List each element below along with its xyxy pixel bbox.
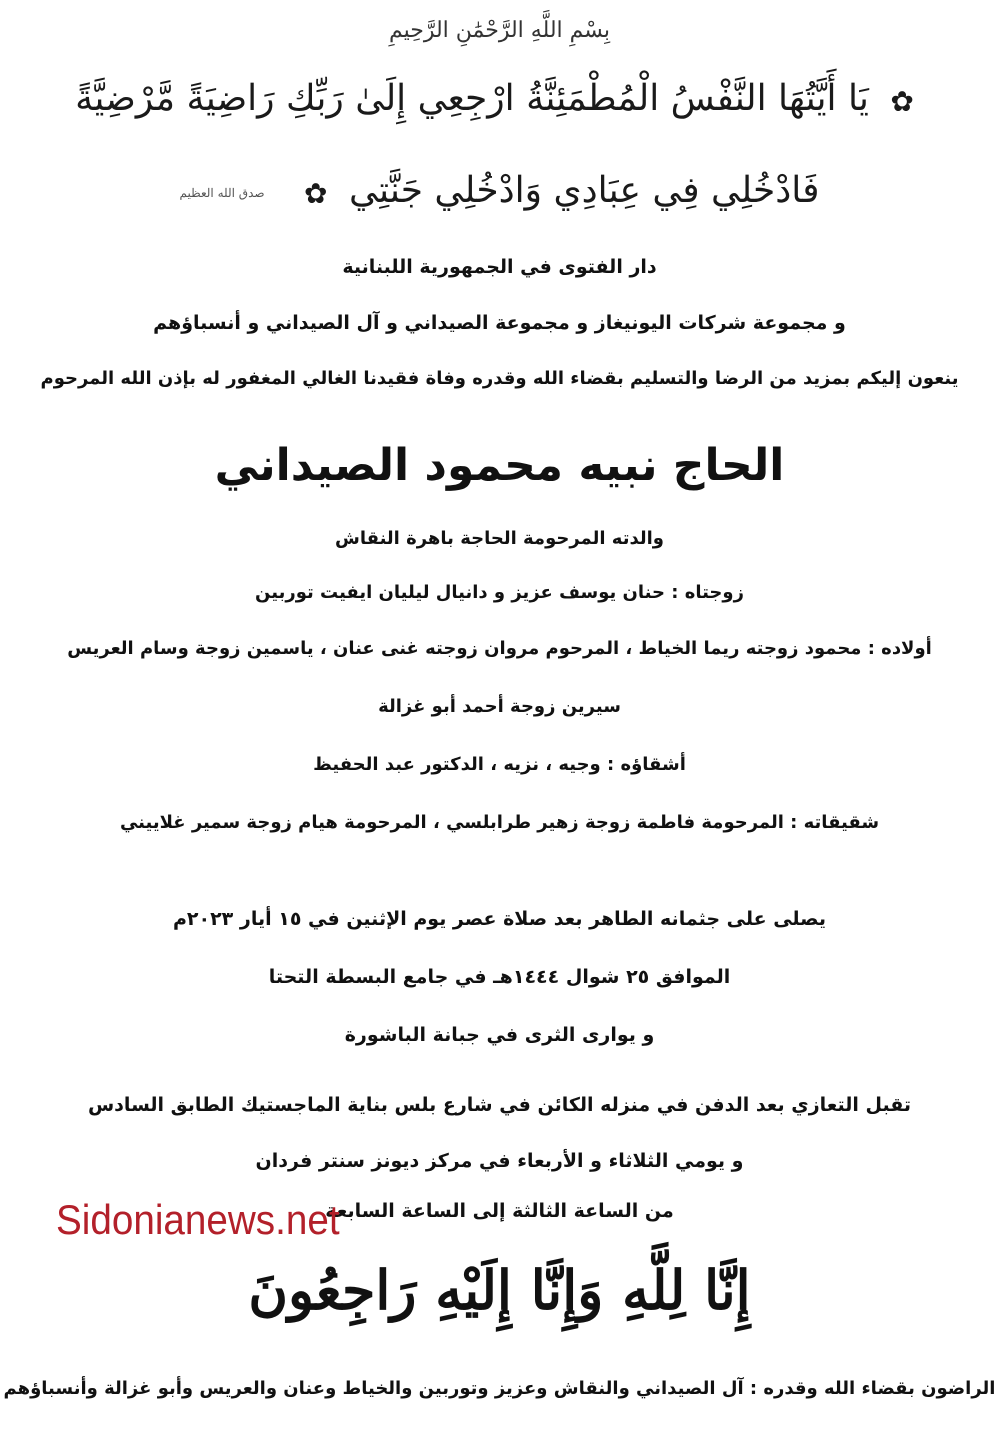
children-line-cont: سيرين زوجة أحمد أبو غزالة [378, 696, 621, 717]
verse-end-note: صدق الله العظيم [179, 186, 265, 200]
sisters-line: شقيقاته : المرحومة فاطمة زوجة زهير طرابلسي ، المرحومة هيام زوجة سمير غلاييني [119, 812, 880, 833]
condolence-line-1: تقبل التعازي بعد الدفن في منزله الكائن في شارع بلس بناية الماجستيك الطابق السادس [87, 1094, 912, 1116]
deceased-name: الحاج نبيه محمود الصيداني [214, 440, 785, 491]
condolence-line-2: و يومي الثلاثاء و الأربعاء في مركز ديونز سنتر فردان [255, 1150, 744, 1172]
children-line: أولاده : محمود زوجته ريما الخياط ، المرحوم مروان زوجته غنى عنان ، ياسمين زوجة وسام العريس [67, 638, 932, 659]
deceased-mother: والدته المرحومة الحاجة باهرة النقاش [335, 528, 664, 549]
announcer-line-2: و مجموعة شركات اليونيغاز و مجموعة الصيداني و آل الصيداني و أنسباؤهم [153, 312, 846, 334]
quran-verse-line-2 [0, 170, 999, 211]
flower-icon: ✿ [304, 176, 328, 210]
site-watermark: Sidonianews.net [56, 1196, 340, 1243]
closing-calligraphy: إِنَّا لِلَّهِ وَإِنَّا إِلَيْهِ رَاجِعُونَ [248, 1258, 751, 1322]
quran-verse-line-1 [0, 78, 999, 119]
flower-icon: ✿ [890, 84, 914, 118]
verse-text-1: يَا أَيَّتُهَا النَّفْسُ الْمُطْمَئِنَّةُ ارْجِعِي إِلَىٰ رَبِّكِ رَاضِيَةً مَّرْضِيَّةً [75, 78, 869, 119]
basmala: بِسْمِ اللَّهِ الرَّحْمَٰنِ الرَّحِيمِ [388, 18, 611, 43]
announcer-line-3: ينعون إليكم بمزيد من الرضا والتسليم بقضاء الله وقدره وفاة فقيدنا الغالي المغفور له بإذن الله المرحوم [40, 368, 959, 389]
funeral-line-3: و يوارى الثرى في جبانة الباشورة [344, 1024, 655, 1046]
footer-mourners: الراضون بقضاء الله وقدره : آل الصيداني والنقاش وعزيز وتوربين والخياط وعنان والعريس وأبو غزالة وأنسباؤهم [3, 1378, 996, 1399]
funeral-line-1: يصلى على جثمانه الطاهر بعد صلاة عصر يوم الإثنين في ١٥ أيار ٢٠٢٣م [172, 908, 827, 930]
wives-line: زوجتاه : حنان يوسف عزيز و دانيال ليليان ايفيت توربين [255, 582, 744, 603]
condolence-line-3: من الساعة الثالثة إلى الساعة السابعة [325, 1200, 674, 1222]
funeral-line-2: الموافق ٢٥ شوال ١٤٤٤هـ في جامع البسطة التحتا [268, 966, 731, 988]
announcer-line-1: دار الفتوى في الجمهورية اللبنانية [342, 256, 657, 278]
brothers-line: أشقاؤه : وجيه ، نزيه ، الدكتور عبد الحفيظ [313, 754, 686, 775]
verse-text-2: فَادْخُلِي فِي عِبَادِي وَادْخُلِي جَنَّتِي [348, 170, 820, 211]
